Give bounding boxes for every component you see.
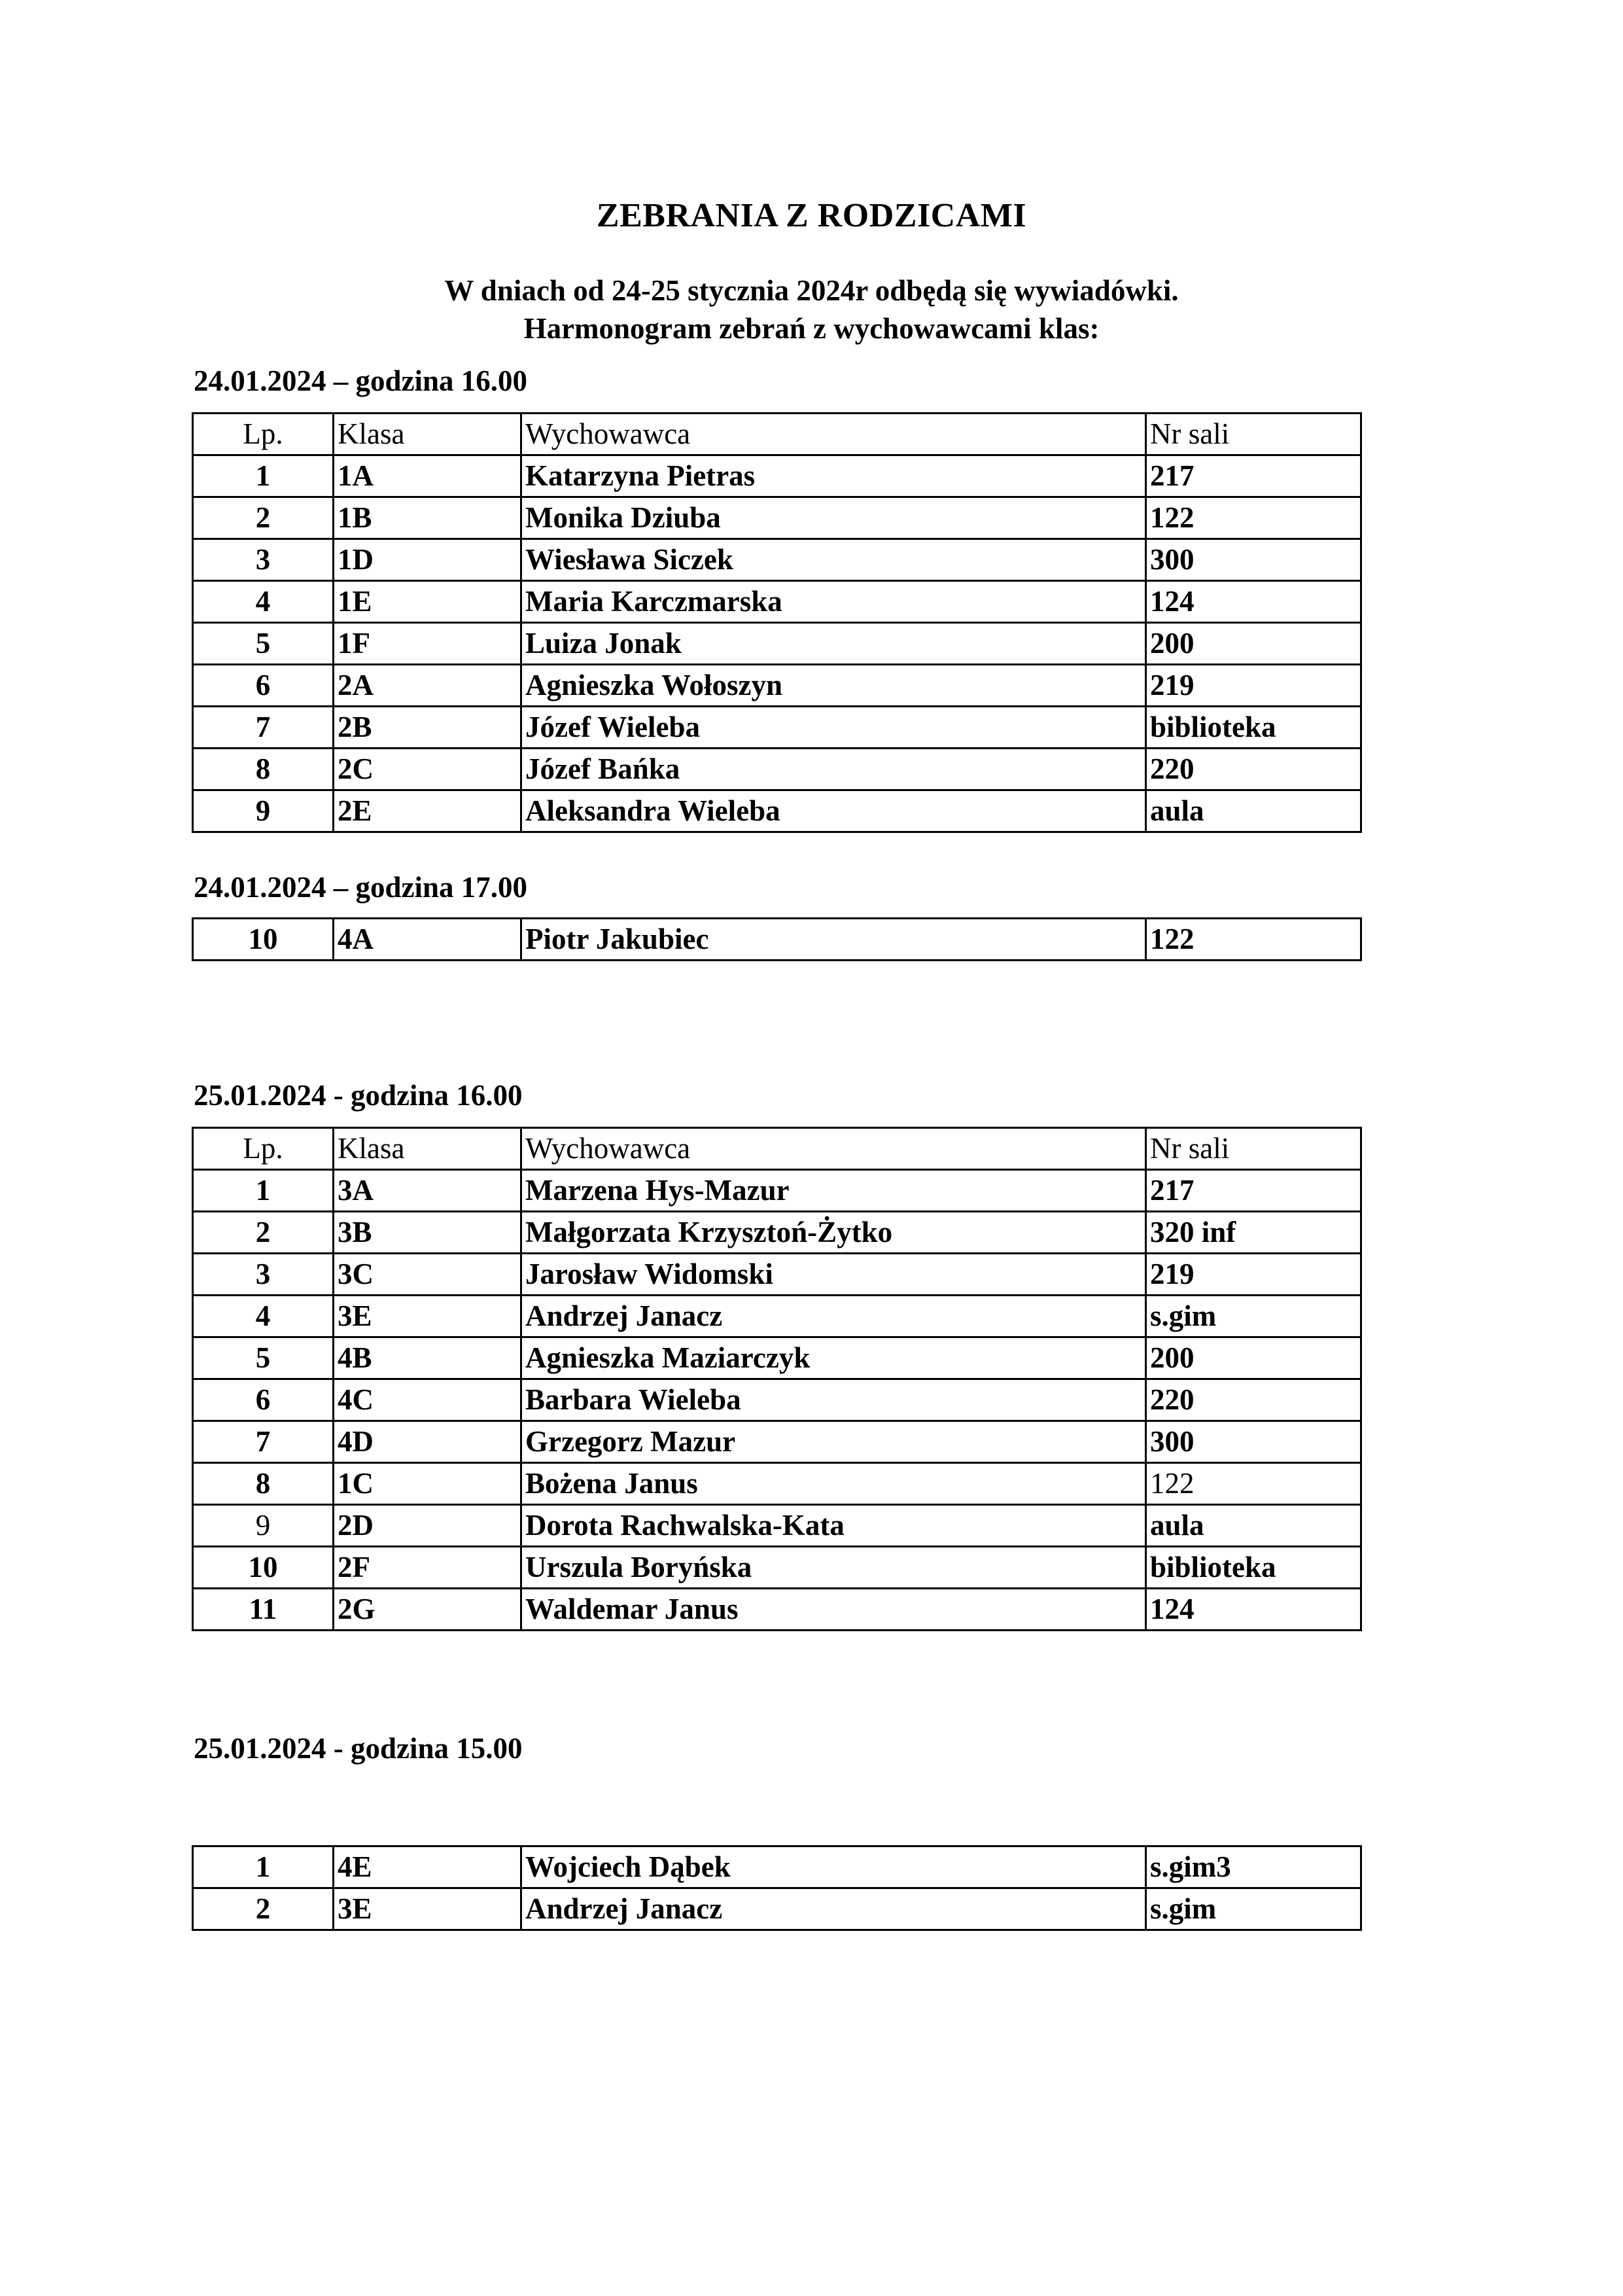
cell-lp: 4	[193, 581, 334, 623]
section-label-25-1600: 25.01.2024 - godzina 16.00	[194, 1079, 523, 1112]
cell-wychowawca: Barbara Wieleba	[521, 1379, 1146, 1421]
cell-wychowawca: Agnieszka Wołoszyn	[521, 665, 1146, 707]
cell-klasa: 4C	[334, 1379, 521, 1421]
schedule-table-25-1600	[192, 1127, 1362, 1631]
document-title: ZEBRANIA Z RODZICAMI	[596, 197, 1027, 234]
cell-klasa: 1B	[334, 497, 521, 539]
table-row	[193, 497, 1361, 539]
table-row	[193, 707, 1361, 749]
cell-klasa: 2D	[334, 1505, 521, 1547]
table-row	[193, 1463, 1361, 1505]
cell-wychowawca: Bożena Janus	[521, 1463, 1146, 1505]
cell-wychowawca: Urszula Boryńska	[521, 1547, 1146, 1589]
cell-nr-sali: aula	[1146, 790, 1361, 832]
header-nr-sali: Nr sali	[1146, 1128, 1361, 1170]
section-label-25-1500: 25.01.2024 - godzina 15.00	[194, 1732, 523, 1765]
cell-klasa: 1C	[334, 1463, 521, 1505]
cell-klasa: 1A	[334, 455, 521, 497]
intro-line-2: Harmonogram zebrań z wychowawcami klas:	[523, 312, 1100, 345]
cell-wychowawca: Marzena Hys-Mazur	[521, 1170, 1146, 1212]
cell-klasa: 2E	[334, 790, 521, 832]
cell-klasa: 3E	[334, 1888, 521, 1930]
cell-wychowawca: Dorota Rachwalska-Kata	[521, 1505, 1146, 1547]
cell-wychowawca: Jarosław Widomski	[521, 1254, 1146, 1296]
cell-nr-sali: 217	[1146, 455, 1361, 497]
schedule-table-24-1600	[192, 412, 1362, 833]
cell-lp: 6	[193, 1379, 334, 1421]
cell-nr-sali: biblioteka	[1146, 707, 1361, 749]
table-row	[193, 1254, 1361, 1296]
header-wychowawca: Wychowawca	[521, 414, 1146, 455]
table-row	[193, 1337, 1361, 1379]
cell-wychowawca: Józef Bańka	[521, 749, 1146, 790]
cell-lp: 10	[193, 919, 334, 961]
cell-lp: 3	[193, 1254, 334, 1296]
cell-nr-sali: s.gim3	[1146, 1846, 1361, 1888]
intro-line-1: W dniach od 24-25 stycznia 2024r odbędą się wywiadówki.	[444, 274, 1179, 307]
table-row	[193, 1589, 1361, 1631]
cell-lp: 7	[193, 707, 334, 749]
header-nr-sali: Nr sali	[1146, 414, 1361, 455]
header-wychowawca: Wychowawca	[521, 1128, 1146, 1170]
table-row	[193, 1421, 1361, 1463]
cell-wychowawca: Józef Wieleba	[521, 707, 1146, 749]
cell-klasa: 3E	[334, 1296, 521, 1337]
cell-nr-sali: 124	[1146, 1589, 1361, 1631]
table-row	[193, 539, 1361, 581]
table-row	[193, 1846, 1361, 1888]
cell-lp: 8	[193, 1463, 334, 1505]
cell-nr-sali: s.gim	[1146, 1296, 1361, 1337]
table-header-row	[193, 414, 1361, 455]
cell-klasa: 3A	[334, 1170, 521, 1212]
cell-nr-sali: 124	[1146, 581, 1361, 623]
cell-klasa: 1E	[334, 581, 521, 623]
cell-lp: 1	[193, 455, 334, 497]
cell-wychowawca: Wiesława Siczek	[521, 539, 1146, 581]
cell-klasa: 2C	[334, 749, 521, 790]
table-row	[193, 749, 1361, 790]
cell-nr-sali: 219	[1146, 1254, 1361, 1296]
section-label-24-1700: 24.01.2024 – godzina 17.00	[194, 871, 528, 904]
cell-klasa: 2A	[334, 665, 521, 707]
header-klasa: Klasa	[334, 414, 521, 455]
cell-lp: 1	[193, 1170, 334, 1212]
cell-klasa: 2F	[334, 1547, 521, 1589]
cell-wychowawca: Maria Karczmarska	[521, 581, 1146, 623]
cell-lp: 1	[193, 1846, 334, 1888]
header-lp: Lp.	[193, 414, 334, 455]
cell-klasa: 4A	[334, 919, 521, 961]
cell-nr-sali: 200	[1146, 623, 1361, 665]
cell-nr-sali: 122	[1146, 1463, 1361, 1505]
cell-lp: 2	[193, 1212, 334, 1254]
cell-klasa: 1D	[334, 539, 521, 581]
cell-wychowawca: Wojciech Dąbek	[521, 1846, 1146, 1888]
header-lp: Lp.	[193, 1128, 334, 1170]
table-row	[193, 1505, 1361, 1547]
cell-wychowawca: Katarzyna Pietras	[521, 455, 1146, 497]
cell-wychowawca: Andrzej Janacz	[521, 1296, 1146, 1337]
cell-lp: 8	[193, 749, 334, 790]
cell-nr-sali: 217	[1146, 1170, 1361, 1212]
table-row	[193, 1547, 1361, 1589]
section-label-24-1600: 24.01.2024 – godzina 16.00	[194, 364, 528, 397]
cell-lp: 6	[193, 665, 334, 707]
cell-nr-sali: 320 inf	[1146, 1212, 1361, 1254]
schedule-table-24-1700	[192, 917, 1362, 961]
cell-nr-sali: 220	[1146, 1379, 1361, 1421]
cell-nr-sali: 300	[1146, 539, 1361, 581]
cell-nr-sali: aula	[1146, 1505, 1361, 1547]
header-klasa: Klasa	[334, 1128, 521, 1170]
cell-lp: 4	[193, 1296, 334, 1337]
cell-nr-sali: s.gim	[1146, 1888, 1361, 1930]
table-row	[193, 1170, 1361, 1212]
cell-wychowawca: Grzegorz Mazur	[521, 1421, 1146, 1463]
cell-lp: 2	[193, 497, 334, 539]
table-row	[193, 790, 1361, 832]
table-row	[193, 665, 1361, 707]
table-row	[193, 1888, 1361, 1930]
schedule-table-25-1500	[192, 1845, 1362, 1931]
cell-wychowawca: Luiza Jonak	[521, 623, 1146, 665]
cell-lp: 7	[193, 1421, 334, 1463]
cell-wychowawca: Piotr Jakubiec	[521, 919, 1146, 961]
cell-nr-sali: 122	[1146, 497, 1361, 539]
cell-lp: 9	[193, 790, 334, 832]
cell-wychowawca: Monika Dziuba	[521, 497, 1146, 539]
cell-lp: 5	[193, 623, 334, 665]
table-header-row	[193, 1128, 1361, 1170]
cell-nr-sali: biblioteka	[1146, 1547, 1361, 1589]
cell-klasa: 3B	[334, 1212, 521, 1254]
cell-nr-sali: 122	[1146, 919, 1361, 961]
cell-klasa: 4D	[334, 1421, 521, 1463]
cell-lp: 10	[193, 1547, 334, 1589]
cell-wychowawca: Waldemar Janus	[521, 1589, 1146, 1631]
table-row	[193, 623, 1361, 665]
cell-klasa: 1F	[334, 623, 521, 665]
cell-nr-sali: 300	[1146, 1421, 1361, 1463]
cell-klasa: 4E	[334, 1846, 521, 1888]
cell-wychowawca: Andrzej Janacz	[521, 1888, 1146, 1930]
table-row	[193, 919, 1361, 961]
cell-lp: 11	[193, 1589, 334, 1631]
cell-lp: 2	[193, 1888, 334, 1930]
cell-wychowawca: Aleksandra Wieleba	[521, 790, 1146, 832]
cell-klasa: 4B	[334, 1337, 521, 1379]
table-row	[193, 581, 1361, 623]
table-row	[193, 1379, 1361, 1421]
table-row	[193, 455, 1361, 497]
cell-nr-sali: 200	[1146, 1337, 1361, 1379]
cell-lp: 9	[193, 1505, 334, 1547]
cell-nr-sali: 219	[1146, 665, 1361, 707]
table-row	[193, 1296, 1361, 1337]
cell-lp: 5	[193, 1337, 334, 1379]
cell-klasa: 3C	[334, 1254, 521, 1296]
cell-klasa: 2B	[334, 707, 521, 749]
table-row	[193, 1212, 1361, 1254]
cell-wychowawca: Małgorzata Krzysztoń-Żytko	[521, 1212, 1146, 1254]
cell-lp: 3	[193, 539, 334, 581]
cell-klasa: 2G	[334, 1589, 521, 1631]
cell-wychowawca: Agnieszka Maziarczyk	[521, 1337, 1146, 1379]
cell-nr-sali: 220	[1146, 749, 1361, 790]
